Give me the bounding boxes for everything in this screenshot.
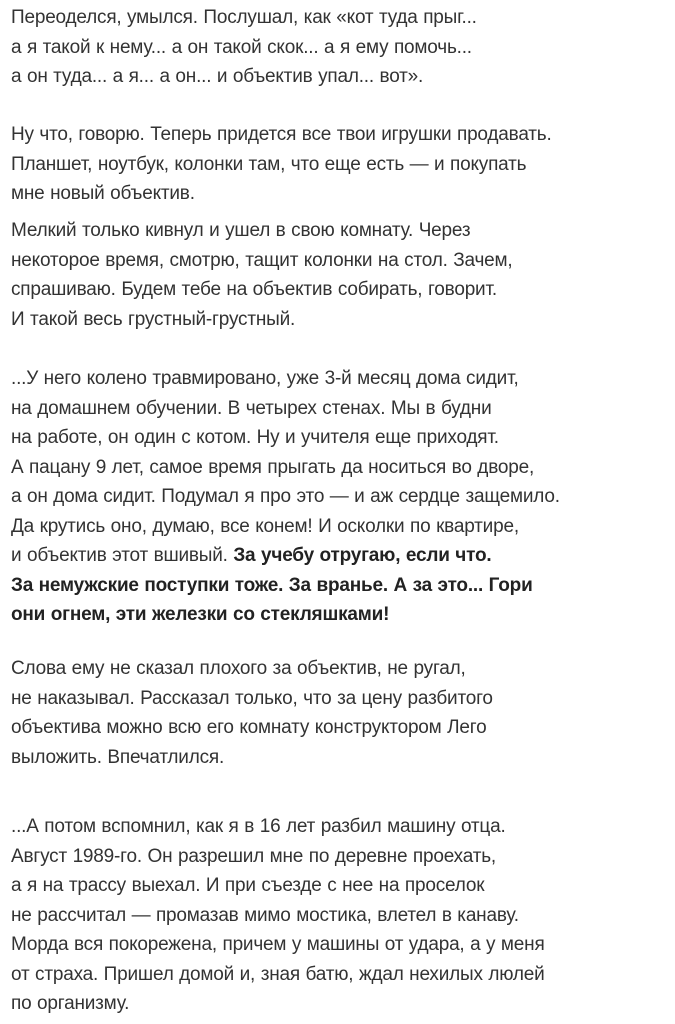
text-line-mixed: [11, 541, 560, 571]
text-line: не наказывал. Рассказал только, что за цену разбитого: [11, 687, 493, 709]
text-line: Слова ему не сказал плохого за объектив, не ругал,: [11, 658, 466, 679]
text-line: Да крутись оно, думаю, все конем! И осколки по квартире,: [11, 515, 519, 537]
text-line: а он дома сидит. Подумал я про это — и аж сердце защемило.: [11, 486, 560, 507]
paragraph-6: [11, 812, 545, 1019]
text-line: некоторое время, смотрю, тащит колонки на стол. Зачем,: [11, 249, 513, 271]
text-line: от страха. Пришел домой и, зная батю, ждал нехилых люлей: [11, 963, 545, 985]
text-line-bold: они огнем, эти железки со стекляшками!: [11, 604, 390, 625]
text-regular-segment: и объектив этот вшивый.: [11, 545, 234, 566]
text-line: по организму.: [11, 993, 130, 1014]
text-line: на работе, он один с котом. Ну и учителя еще приходят.: [11, 427, 499, 448]
text-line: ...А потом вспомнил, как я в 16 лет разбил машину отца.: [11, 816, 506, 837]
paragraph-5: [11, 654, 493, 772]
paragraph-4: [11, 364, 560, 630]
text-line: а я на трассу выехал. И при съезде с нее на проселок: [11, 875, 485, 896]
text-line: объектива можно всю его комнату конструктором Лего: [11, 717, 487, 738]
text-line: а я такой к нему... а он такой скок... а я ему помочь...: [11, 36, 472, 58]
text-line: мне новый объектив.: [11, 183, 195, 204]
text-line: Планшет, ноутбук, колонки там, что еще есть — и покупать: [11, 153, 527, 175]
text-line: а он туда... а я... а он... и объектив упал... вот».: [11, 66, 424, 87]
text-line-bold: За немужские поступки тоже. За вранье. А за это... Гори: [11, 574, 533, 596]
text-line: выложить. Впечатлился.: [11, 746, 225, 768]
text-line: Ну что, говорю. Теперь придется все твои игрушки продавать.: [11, 124, 552, 145]
text-line: ...У него колено травмировано, уже 3-й месяц дома сидит,: [11, 368, 519, 389]
paragraph-1: [11, 3, 477, 92]
text-line: Август 1989-го. Он разрешил мне по деревне проехать,: [11, 845, 496, 867]
text-line: спрашиваю. Будем тебе на объектив собирать, говорит.: [11, 279, 497, 300]
text-bold-segment: За учебу отругаю, если что.: [233, 545, 492, 566]
text-line: Морда вся покорежена, причем у машины от удара, а у меня: [11, 934, 545, 955]
text-line: Мелкий только кивнул и ушел в свою комнату. Через: [11, 220, 471, 241]
text-line: А пацану 9 лет, самое время прыгать да носиться во дворе,: [11, 456, 535, 478]
text-line: И такой весь грустный-грустный.: [11, 308, 296, 330]
paragraph-2: [11, 120, 552, 209]
text-line: Переоделся, умылся. Послушал, как «кот туда прыг...: [11, 7, 477, 28]
paragraph-3: [11, 216, 512, 334]
text-line: на домашнем обучении. В четырех стенах. Мы в будни: [11, 397, 492, 419]
text-line: не рассчитал — промазав мимо мостика, влетел в канаву.: [11, 904, 519, 926]
